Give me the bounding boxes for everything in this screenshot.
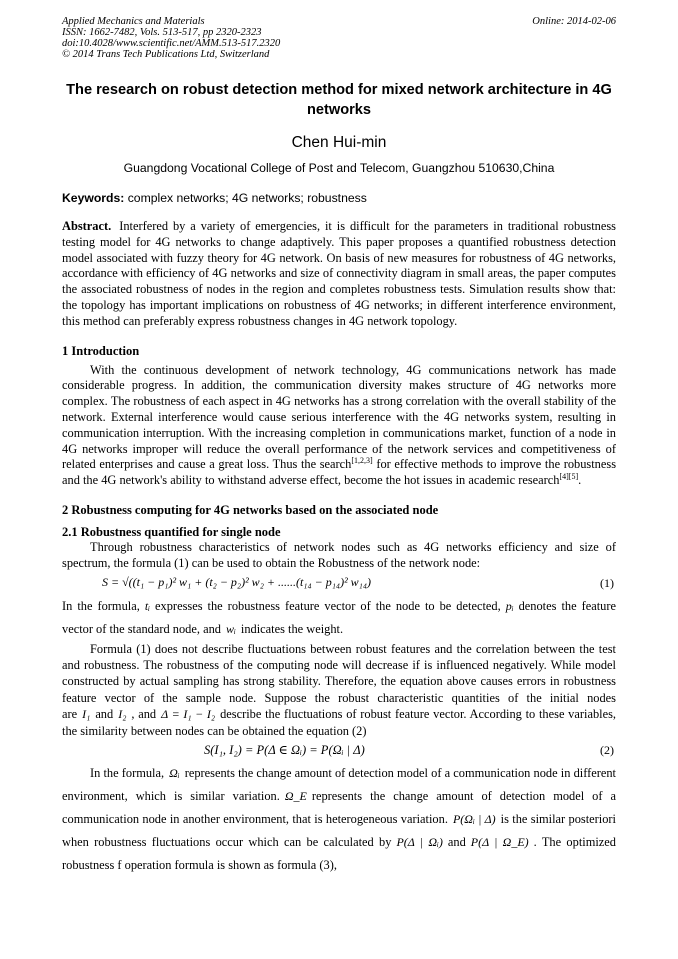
keywords xyxy=(62,191,616,206)
text: indicates the weight. xyxy=(240,621,344,636)
text: expresses the robustness feature vector of the node to be detected, xyxy=(155,598,501,613)
abstract xyxy=(62,219,616,330)
page xyxy=(62,16,616,877)
symbol-t-i: tᵢ xyxy=(144,598,151,613)
text: is the similar posteriori when robustness fluctuations occur which can be calculated by xyxy=(62,811,616,849)
abstract-label: Abstract. xyxy=(62,219,112,233)
affiliation: Guangdong Vocational College of Post and Telecom, Guangzhou 510630,China xyxy=(123,161,555,175)
paragraph-formula-1-discussion xyxy=(62,641,616,739)
equation-2 xyxy=(62,740,616,762)
symbol-omega-i: Ωᵢ xyxy=(169,765,180,780)
journal-header xyxy=(62,16,616,60)
symbol-p-delta-omega-i: P(Δ | Ωᵢ) xyxy=(396,834,443,849)
text: represents the change amount of detection model of a communication node in another environment, that is heterogeneous variation. xyxy=(62,788,616,826)
equation-2-number: (2) xyxy=(600,742,614,757)
equation-2-body: S(I₁, I₂) = P(Δ ∈ Ωᵢ) = P(Ωᵢ | Δ) xyxy=(204,742,365,757)
symbol-w-i: wᵢ xyxy=(225,621,236,636)
paragraph-robustness-intro: Through robustness characteristics of network nodes such as 4G networks efficiency and size of spectrum, the formula (1) can be used to obtain the Robustness of the network node: xyxy=(62,539,616,570)
doi[interactable]: doi:10.4028/www.scientific.net/AMM.513-517.2320 xyxy=(62,38,281,49)
text: and xyxy=(95,707,114,722)
text: denotes the feature vector of the standard node, and xyxy=(62,598,616,636)
subsection-heading: 2.1 Robustness quantified for single node xyxy=(62,524,281,539)
symbol-p-i: pᵢ xyxy=(505,598,514,613)
text: , and xyxy=(131,707,157,722)
author: Chen Hui-min xyxy=(291,134,387,151)
symbol-i1: I₁ xyxy=(82,707,91,722)
online-date: Online: 2014-02-06 xyxy=(532,16,616,27)
text: In the formula, xyxy=(90,765,165,780)
paper-title: The research on robust detection method for mixed network architecture in 4G networks xyxy=(66,82,612,118)
abstract-text: Interfered by a variety of emergencies, it is difficult for the parameters in traditional robustness testing model for 4G networks to change adaptively. This paper proposes a quantified robustness detection model associated with fuzzy theory for 4G network. On basis of new measures for robustness of 4G networks, accordance with efficiency of 4G networks and size of connectivity diagram in small areas, the paper computes the associated robustness of nodes in the region and completes robustness tests. Simulation results show that: the topology has important implications on robustness of 4G networks; in different interference environment, this method can preferably express robustness changes in 4G network topology. xyxy=(62,219,616,328)
paragraph-formula-1-explanation xyxy=(62,595,616,641)
journal-name: Applied Mechanics and Materials xyxy=(62,16,205,27)
citation[interactable]: [4][5] xyxy=(559,472,579,482)
text: and xyxy=(447,834,466,849)
citation[interactable]: [1,2,3] xyxy=(351,456,373,466)
intro-text-1: With the continuous development of network technology, 4G communications network has made considerable progress. In addition, the communication diversity makes structure of 4G networks more complex. The robustness of each aspect in 4G networks has a strong correlation with the overall stability of the network. External interference would cause serious interference with the 4G networks system, resulting in communication interruption. With the increasing completion in communications market, function of a node in 4G networks improper will reduce the overall performance of the network services and competitiveness of related enterprises and cause a great loss. Thus the search xyxy=(62,362,616,472)
text: represents the change amount of detection model of a communication node in different environment, which is similar variation. xyxy=(62,765,616,803)
symbol-delta: Δ = I₁ − I₂ xyxy=(161,707,216,722)
keywords-text: complex networks; 4G networks; robustness xyxy=(127,191,367,205)
keywords-label: Keywords: xyxy=(62,191,125,205)
symbol-omega-e: Ω_E xyxy=(284,788,307,803)
section-heading-introduction: 1 Introduction xyxy=(62,343,140,358)
symbol-i2: I₂ xyxy=(118,707,127,722)
text: Formula (1) does not describe fluctuations between robust features and the correlation between the test and robustness. The robustness of the computing node will decrease if is influenced negatively. While model constructed by actual sampling has strong stability. Therefore, the equation above causes errors in robustness feature vector of the sample node. Suppose the robust characteristic quantities of the initial nodes are xyxy=(62,641,616,722)
text: . The optimized robustness f operation formula is shown as formula (3), xyxy=(62,834,616,872)
introduction-paragraph xyxy=(62,363,616,489)
section-heading-robustness: 2 Robustness computing for 4G networks based on the associated node xyxy=(62,502,439,517)
equation-1-body: S = √((t₁ − p₁)² w₁ + (t₂ − p₂)² w₂ + ......(t₁₄ − p₁₄)² w₁₄) xyxy=(102,574,372,589)
text: describe the fluctuations of robust feature vector. According to these variables, the similarity between nodes can be obtained the equation (2) xyxy=(62,707,617,738)
equation-1-number: (1) xyxy=(600,575,614,590)
text: In the formula, xyxy=(62,598,140,613)
issn: ISSN: 1662-7482, Vols. 513-517, pp 2320-2323 xyxy=(62,27,262,38)
equation-1 xyxy=(62,573,616,595)
intro-text-2: for effective methods to improve the robustness and the 4G network's ability to withstand adverse effect, become the hot issues in academic research xyxy=(62,457,617,488)
symbol-p-delta-omega-e: P(Δ | Ω_E) xyxy=(470,834,529,849)
copyright: © 2014 Trans Tech Publications Ltd, Switzerland xyxy=(62,49,270,60)
intro-text-3: . xyxy=(578,473,582,488)
symbol-p-omega-delta: P(Ωᵢ | Δ) xyxy=(452,811,496,826)
paragraph-formula-2-explanation xyxy=(62,762,616,877)
